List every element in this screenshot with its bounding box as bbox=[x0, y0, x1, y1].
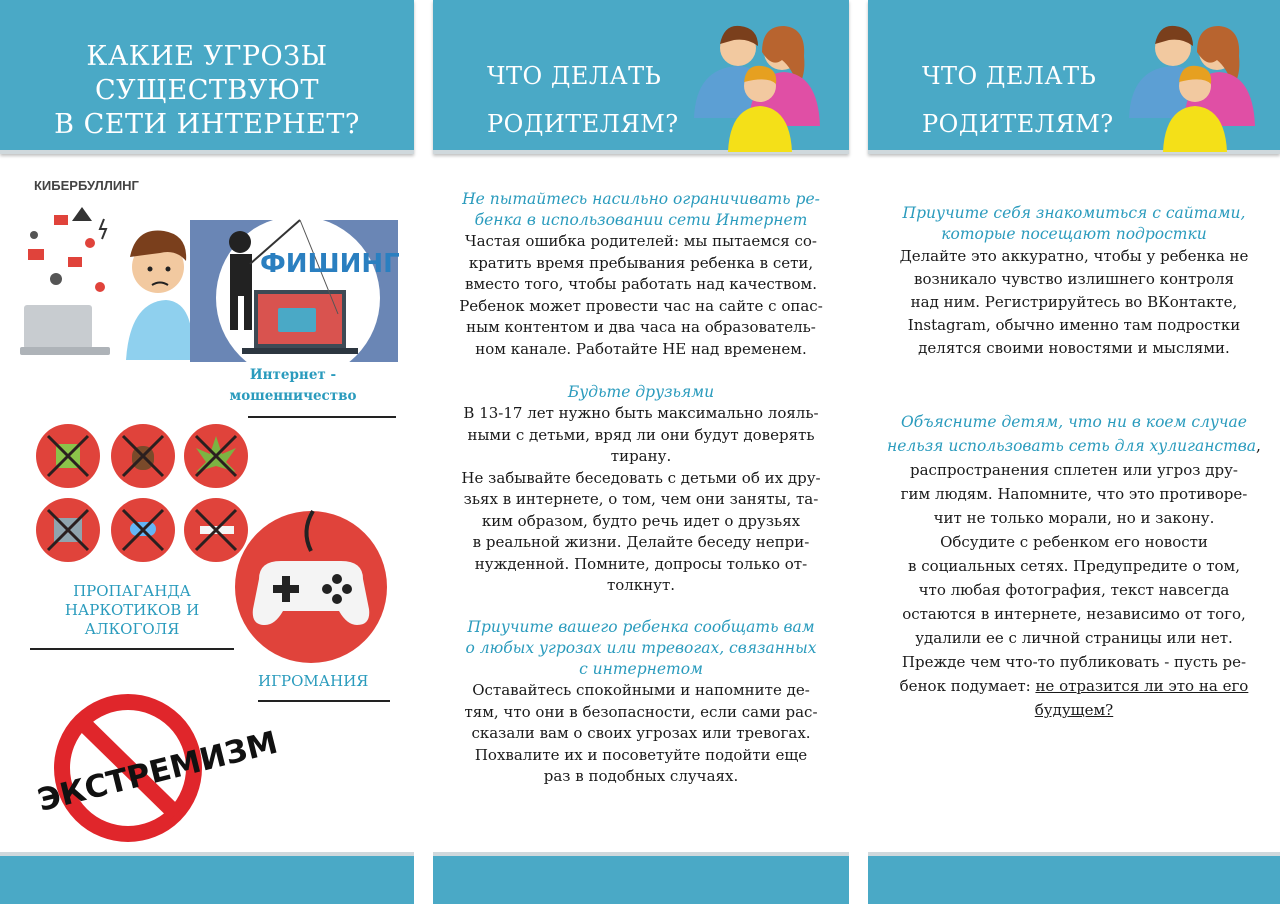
phishing-illustration bbox=[190, 220, 398, 362]
section-body: распространения сплетен или угроз дру- гим людям. Напомните, что это противоре- чит не только морали, но и закону. Обсудите с ребенком его новости в социальных сетях. Предупредите о том, что любая фотография, текст навсегда остаются в интернете, независимо от того, удалили ее с личной страницы или нет. Прежде чем что-то публиковать - пусть ре- бенок подумает: не отразится ли это на его будущем? bbox=[899, 461, 1249, 719]
section-title: Будьте друзьями bbox=[567, 383, 715, 401]
propaganda-label: ПРОПАГАНДА НАРКОТИКОВ И АЛКОГОЛЯ bbox=[64, 582, 200, 638]
section-body: Частая ошибка родителей: мы пытаемся со- кратить время пребывания ребенка в сети, вместо того, чтобы работать над качеством. Ребенок может провести час на сайте с опас- ным контентом и два часа на образователь- ном канале. Работайте НЕ над временем. bbox=[459, 232, 823, 358]
parents-title-1: ЧТО ДЕЛАТЬ РОДИТЕЛЯМ? bbox=[487, 62, 679, 138]
threats-title: КАКИЕ УГРОЗЫ СУЩЕСТВУЮТ В СЕТИ ИНТЕРНЕТ? bbox=[54, 41, 360, 140]
section-title: Приучите себя знакомиться с сайтами, которые посещают подростки bbox=[902, 204, 1246, 243]
footer-threats bbox=[0, 852, 414, 904]
section-be-friends bbox=[447, 382, 835, 597]
panel-parents-2 bbox=[868, 0, 1280, 904]
no-drugs-icon bbox=[36, 424, 100, 488]
gaming-label: ИГРОМАНИЯ bbox=[258, 672, 369, 690]
gamepad-illustration bbox=[233, 505, 389, 663]
header-threats bbox=[0, 0, 414, 154]
fraud-label: Интернет - мошенничество bbox=[229, 367, 357, 404]
phishing-word: ФИШИНГ bbox=[260, 249, 400, 279]
panel-threats bbox=[0, 0, 414, 904]
header-parents-1 bbox=[433, 0, 849, 154]
footer-parents-1 bbox=[433, 852, 849, 904]
no-pills-icon bbox=[111, 498, 175, 562]
section-no-hooliganism bbox=[882, 410, 1266, 722]
no-cannabis-icon bbox=[184, 424, 248, 488]
propaganda-divider bbox=[30, 648, 234, 650]
section-title: Не пытайтесь насильно ограничивать ре- бенка в использовании сети Интернет bbox=[462, 190, 820, 229]
section-body: Оставайтесь спокойными и напомните де- тям, что они в безопасности, если сами рас- сказали вам о своих угрозах или тревогах. Похвалите их и посоветуйте подойти еще раз в подобных случаях. bbox=[464, 681, 818, 785]
fraud-divider bbox=[248, 416, 396, 418]
footer-parents-2 bbox=[868, 852, 1280, 904]
family-icon bbox=[688, 20, 828, 152]
gaming-divider bbox=[258, 700, 390, 702]
header-parents-2 bbox=[868, 0, 1280, 154]
section-body: В 13-17 лет нужно быть максимально лояль- ными с детьми, вряд ли они будут доверять тирану. Не забывайте беседовать с детьми об их дру- зьях в интернете, о том, чем они заняты, та- ким образом, будто речь идет о друзьях в реальной жизни. Делайте беседу непри- нужденной. Помните, допросы только от- толкнут. bbox=[461, 404, 821, 594]
prohibition-icons bbox=[36, 422, 248, 564]
section-dont-restrict bbox=[447, 189, 835, 360]
no-alcohol-icon bbox=[111, 424, 175, 488]
no-injection-icon bbox=[36, 498, 100, 562]
family-icon bbox=[1123, 20, 1263, 152]
panel-parents-1 bbox=[433, 0, 849, 904]
section-know-sites bbox=[882, 203, 1266, 360]
extremism-word: ЭКСТРЕМИЗМ bbox=[34, 724, 282, 819]
cyberbullying-illustration bbox=[20, 205, 192, 360]
parents-title-2: ЧТО ДЕЛАТЬ РОДИТЕЛЯМ? bbox=[922, 62, 1114, 138]
cyberbullying-label: КИБЕРБУЛЛИНГ bbox=[34, 178, 139, 193]
extremism-illustration bbox=[28, 692, 282, 842]
section-report-threats bbox=[447, 617, 835, 788]
section-title: Объясните детям, что ни в коем случае нельзя использовать сеть для хулиганства, bbox=[887, 413, 1261, 455]
section-body: Делайте это аккуратно, чтобы у ребенка не возникало чувство излишнего контроля над ним. Регистрируйтесь во ВКонтакте, Instagram, обычно именно там подростки делятся своими новостями и мыслями. bbox=[899, 247, 1249, 357]
section-title: Приучите вашего ребенка сообщать вам о любых угрозах или тревогах, связанных с интернетом bbox=[465, 618, 817, 678]
